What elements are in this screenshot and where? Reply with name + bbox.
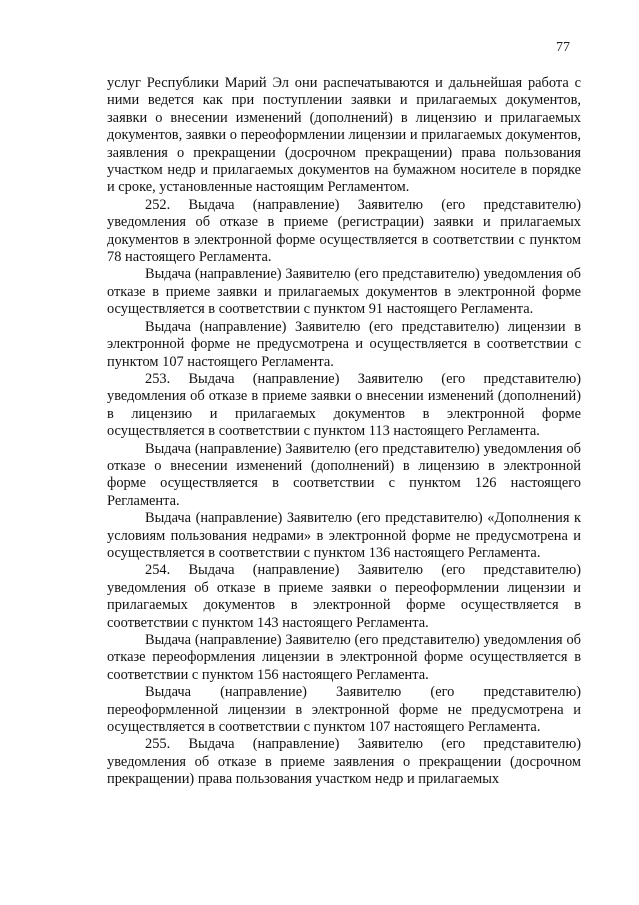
- paragraph-252: 252. Выдача (направление) Заявителю (его представителю) уведомления об отказе в приеме (регистрации) заявки и прилагаемых документов в электронной форме осуществляется в соответствии с пунктом 78 настоящего Регламента.: [107, 196, 581, 266]
- paragraph: Выдача (направление) Заявителю (его представителю) переоформленной лицензии в электронной форме не предусмотрена и осуществляется в соответствии с пунктом 107 настоящего Регламента.: [107, 684, 581, 736]
- page-number: 77: [556, 40, 570, 55]
- paragraph-253: 253. Выдача (направление) Заявителю (его представителю) уведомления об отказе в приеме заявки о внесении изменений (дополнений) в лицензию и прилагаемых документов в электронной форме осуществляется в соответствии с пунктом 113 настоящего Регламента.: [107, 370, 581, 440]
- document-body: [107, 75, 581, 789]
- paragraph: Выдача (направление) Заявителю (его представителю) «Дополнения к условиям пользования недрами» в электронной форме не предусмотрена и осуществляется в соответствии с пунктом 136 настоящего Регламента.: [107, 510, 581, 561]
- paragraph-254: 254. Выдача (направление) Заявителю (его представителю) уведомления об отказе в приеме заявки о переоформлении лицензии и прилагаемых документов в электронной форме осуществляется в соответствии с пунктом 143 настоящего Регламента.: [107, 562, 581, 631]
- paragraph-255: 255. Выдача (направление) Заявителю (его представителю) уведомления об отказе в приеме заявления о прекращении (досрочном прекращении) права пользования участком недр и прилагаемых: [107, 736, 581, 788]
- paragraph: Выдача (направление) Заявителю (его представителю) уведомления об отказе о внесении изменений (дополнений) в лицензию в электронной форме осуществляется в соответствии с пунктом 126 настоящего Регламента.: [107, 440, 581, 509]
- paragraph: Выдача (направление) Заявителю (его представителю) лицензии в электронной форме не предусмотрена и осуществляется в соответствии с пунктом 107 настоящего Регламента.: [107, 318, 581, 370]
- paragraph: Выдача (направление) Заявителю (его представителю) уведомления об отказе переоформления лицензии в электронной форме осуществляется в соответствии с пунктом 156 настоящего Регламента.: [107, 632, 581, 683]
- paragraph: Выдача (направление) Заявителю (его представителю) уведомления об отказе в приеме заявки и прилагаемых документов в электронной форме осуществляется в соответствии с пунктом 91 настоящего Регламента.: [107, 266, 581, 318]
- paragraph-continuation: услуг Республики Марий Эл они распечатываются и дальнейшая работа с ними ведется как при поступлении заявки и прилагаемых документов, заявки о внесении изменений (дополнений) в лицензию и прилагаемых документов, заявки о переоформлении лицензии и прилагаемых документов, заявления о прекращении (досрочном прекращении) права пользования участком недр и прилагаемых документов на бумажном носителе в порядке и сроке, установленные настоящим Регламентом.: [107, 75, 581, 196]
